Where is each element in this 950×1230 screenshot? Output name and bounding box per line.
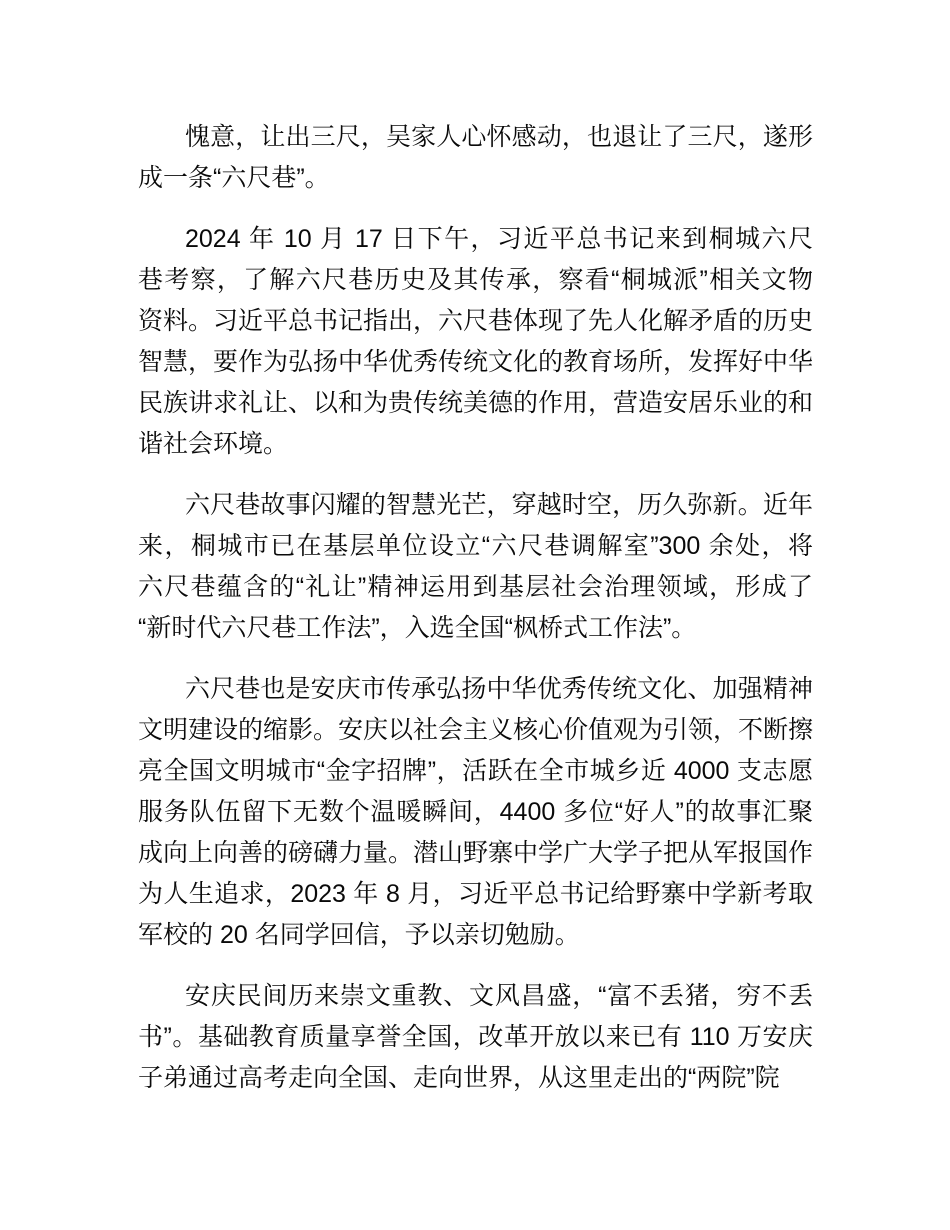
text-line: 巷考察，了解六尺巷历史及其传承，察看“桐城派”相关文物 (138, 266, 813, 294)
text-line: 智慧，要作为弘扬中华优秀传统文化的教育场所，发挥好中华 (138, 348, 814, 376)
text-line: 六尺巷也是安庆市传承弘扬中华优秀传统文化、加强精神 (185, 675, 813, 703)
text-line: “新时代六尺巷工作法”，入选全国“枫桥式工作法”。 (138, 614, 697, 642)
text-line: 安庆民间历来崇文重教、文风昌盛，“富不丢猪，穷不丢 (185, 982, 813, 1010)
text-line: 亮全国文明城市“金字招牌”，活跃在全市城乡近 4000 支志愿 (138, 757, 813, 785)
text-line: 军校的 20 名同学回信，予以亲切勉励。 (138, 921, 580, 949)
text-line: 六尺巷蕴含的“礼让”精神运用到基层社会治理领域，形成了 (138, 573, 813, 601)
paragraph (138, 219, 813, 465)
document-body (138, 117, 813, 1099)
text-line: 成一条“六尺巷”。 (138, 164, 330, 192)
text-line: 书”。基础教育质量享誉全国，改革开放以来已有 110 万安庆 (138, 1023, 813, 1051)
text-line: 民族讲求礼让、以和为贵传统美德的作用，营造安居乐业的和 (138, 389, 814, 417)
text-line: 文明建设的缩影。安庆以社会主义核心价值观为引领，不断擦 (138, 716, 814, 744)
paragraph (138, 117, 813, 199)
text-line: 来，桐城市已在基层单位设立“六尺巷调解室”300 余处，将 (138, 532, 813, 560)
text-line: 愧意，让出三尺，吴家人心怀感动，也退让了三尺，遂形 (185, 123, 813, 151)
paragraph (138, 485, 813, 649)
text-line: 服务队伍留下无数个温暖瞬间，4400 多位“好人”的故事汇聚 (138, 798, 813, 826)
text-line: 为人生追求，2023 年 8 月，习近平总书记给野寨中学新考取 (138, 880, 813, 908)
text-line: 成向上向善的磅礴力量。潜山野寨中学广大学子把从军报国作 (138, 839, 814, 867)
text-line: 2024 年 10 月 17 日下午，习近平总书记来到桐城六尺 (185, 225, 813, 253)
paragraph (138, 669, 813, 956)
text-line: 谐社会环境。 (138, 430, 289, 458)
text-line: 子弟通过高考走向全国、走向世界，从这里走出的“两院”院 (138, 1064, 780, 1092)
text-line: 资料。习近平总书记指出，六尺巷体现了先人化解矛盾的历史 (138, 307, 814, 335)
paragraph (138, 976, 813, 1099)
text-line: 六尺巷故事闪耀的智慧光芒，穿越时空，历久弥新。近年 (185, 491, 813, 519)
